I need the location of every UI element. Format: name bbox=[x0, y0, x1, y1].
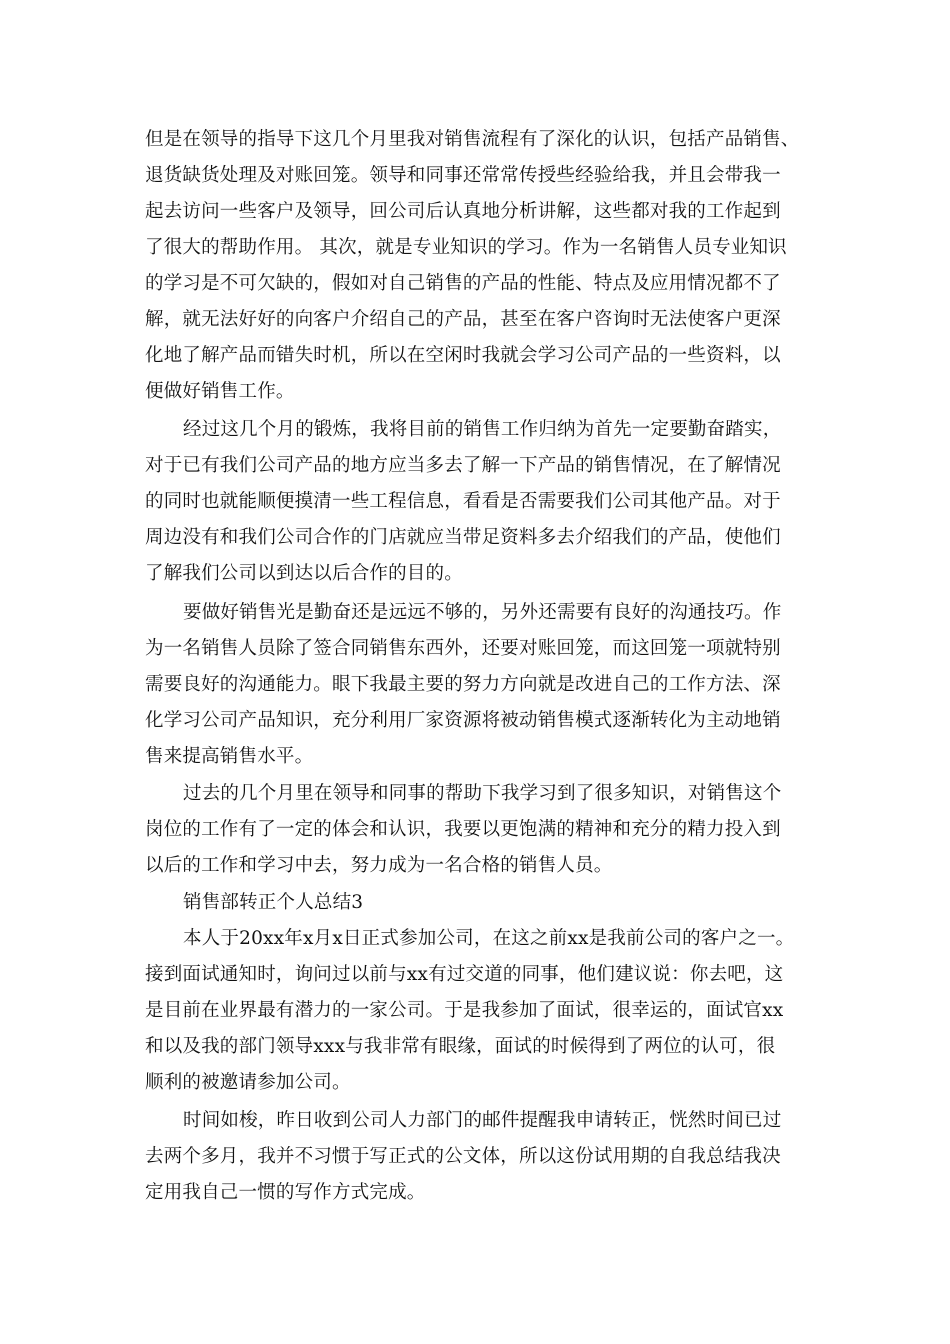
text-line: 的同时也就能顺便摸清一些工程信息，看看是否需要我们公司其他产品。对于 bbox=[145, 491, 781, 512]
text-line: 解，就无法好好的向客户介绍自己的产品，甚至在客户咨询时无法使客户更深 bbox=[145, 309, 781, 330]
text-line: 化地了解产品而错失时机，所以在空闲时我就会学习公司产品的一些资料，以 bbox=[145, 345, 781, 366]
text-line: 需要良好的沟通能力。眼下我最主要的努力方向就是改进自己的工作方法、深 bbox=[145, 674, 781, 695]
text-line: 为一名销售人员除了签合同销售东西外，还要对账回笼，而这回笼一项就特别 bbox=[145, 638, 781, 659]
text-line: 和以及我的部门领导xxx与我非常有眼缘，面试的时候得到了两位的认可，很 bbox=[145, 1036, 776, 1057]
paragraph-first-line: 经过这几个月的锻炼，我将目前的销售工作归纳为首先一定要勤奋踏实， bbox=[183, 419, 782, 440]
text-line: 了解我们公司以到达以后合作的目的。 bbox=[145, 563, 463, 584]
section-heading: 销售部转正个人总结3 bbox=[183, 892, 364, 913]
text-line: 是目前在业界最有潜力的一家公司。于是我参加了面试，很幸运的，面试官xx bbox=[145, 1000, 784, 1021]
text-line: 化学习公司产品知识，充分利用厂家资源将被动销售模式逐渐转化为主动地销 bbox=[145, 710, 781, 731]
text-line: 对于已有我们公司产品的地方应当多去了解一下产品的销售情况，在了解情况 bbox=[145, 455, 781, 476]
text-line: 接到面试通知时，询问过以前与xx有过交道的同事，他们建议说：你去吧，这 bbox=[145, 964, 784, 985]
text-line: 岗位的工作有了一定的体会和认识，我要以更饱满的精神和充分的精力投入到 bbox=[145, 819, 781, 840]
text-line: 以后的工作和学习中去，努力成为一名合格的销售人员。 bbox=[145, 855, 613, 876]
text-line: 退货缺货处理及对账回笼。领导和同事还常常传授些经验给我，并且会带我一 bbox=[145, 165, 781, 186]
text-line: 去两个多月，我并不习惯于写正式的公文体，所以这份试用期的自我总结我决 bbox=[145, 1146, 781, 1167]
text-line: 起去访问一些客户及领导，回公司后认真地分析讲解，这些都对我的工作起到 bbox=[145, 201, 781, 222]
text-line: 定用我自己一惯的写作方式完成。 bbox=[145, 1182, 426, 1203]
text-line: 但是在领导的指导下这几个月里我对销售流程有了深化的认识，包括产品销售、 bbox=[145, 129, 800, 150]
paragraph-first-line: 本人于20xx年x月x日正式参加公司，在这之前xx是我前公司的客户之一。 bbox=[183, 928, 795, 949]
paragraph-first-line: 要做好销售光是勤奋还是远远不够的，另外还需要有良好的沟通技巧。作 bbox=[183, 602, 782, 623]
paragraph-first-line: 过去的几个月里在领导和同事的帮助下我学习到了很多知识，对销售这个 bbox=[183, 783, 782, 804]
paragraph-first-line: 时间如梭，昨日收到公司人力部门的邮件提醒我申请转正，恍然时间已过 bbox=[183, 1110, 782, 1131]
text-line: 便做好销售工作。 bbox=[145, 381, 295, 402]
text-line: 顺利的被邀请参加公司。 bbox=[145, 1072, 351, 1093]
text-line: 售来提高销售水平。 bbox=[145, 746, 314, 767]
text-line: 周边没有和我们公司合作的门店就应当带足资料多去介绍我们的产品，使他们 bbox=[145, 527, 781, 548]
text-line: 的学习是不可欠缺的，假如对自己销售的产品的性能、特点及应用情况都不了 bbox=[145, 273, 781, 294]
text-line: 了很大的帮助作用。 其次，就是专业知识的学习。作为一名销售人员专业知识 bbox=[145, 237, 787, 258]
